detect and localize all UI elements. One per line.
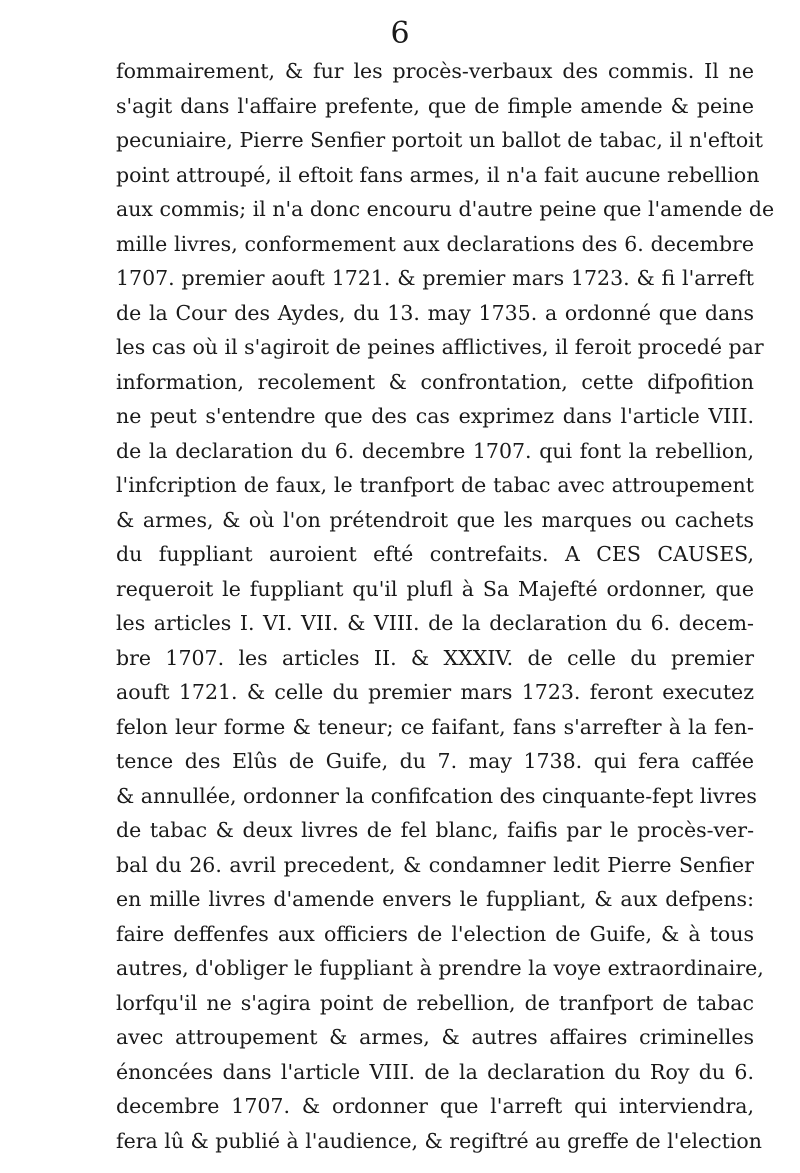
text-line: du fuppliant auroient efté contrefaits. A CES CAUSES, [116,542,754,566]
text-line: faire deffenfes aux officiers de l'election de Guife, & à tous [116,921,754,946]
text-line: lorfqu'il ne s'agira point de rebellion, de tranfport de tabac [116,990,754,1015]
text-line: point attroupé, il eftoit fans armes, il n'a fait aucune rebellion [116,162,760,187]
text-line: information, recolement & confrontation, cette difpofition [116,369,754,394]
text-line: pecuniaire, Pierre Senfier portoit un ballot de tabac, il n'eftoit [116,128,763,152]
body-text [116,54,775,1158]
text-line: felon leur forme & teneur; ce faifant, fans s'arrefter à la fen- [116,714,754,739]
text-line: fommairement, & fur les procès-verbaux des commis. Il ne [116,59,754,83]
text-line: aux commis; il n'a donc encouru d'autre peine que l'amende de [116,197,775,221]
text-line: en mille livres d'amende envers le fuppliant, & aux defpens: [116,887,754,911]
text-line: mille livres, conformement aux declarations des 6. decembre [116,231,754,256]
text-line: énoncées dans l'article VIII. de la declaration du Roy du 6. [116,1059,754,1084]
text-line: ne peut s'entendre que des cas exprimez dans l'article VIII. [116,404,754,428]
text-line: decembre 1707. & ordonner que l'arreft qui interviendra, [116,1094,754,1118]
text-line: autres, d'obliger le fuppliant à prendre la voye extraordinaire, [116,956,764,980]
text-line: fera lû & publié à l'audience, & regiftré au greffe de l'election [116,1128,762,1153]
text-line: & armes, & où l'on prétendroit que les marques ou cachets [116,507,754,532]
text-line: s'agit dans l'affaire prefente, que de fimple amende & peine [116,93,754,118]
text-line: bre 1707. les articles II. & XXXIV. de celle du premier [116,645,754,670]
text-line: de tabac & deux livres de fel blanc, faifis par le procès-ver- [116,818,754,842]
text-line: aouft 1721. & celle du premier mars 1723. feront executez [116,680,754,704]
text-line: de la declaration du 6. decembre 1707. qui font la rebellion, [116,438,754,463]
text-line: tence des Elûs de Guife, du 7. may 1738. qui fera caffée [116,749,754,773]
text-line: les articles I. VI. VII. & VIII. de la declaration du 6. decem- [116,611,754,635]
text-line: & annullée, ordonner la confifcation des cinquante-fept livres [116,783,757,808]
text-line: requeroit le fuppliant qu'il plufl à Sa Majefté ordonner, que [116,576,754,601]
text-line: les cas où il s'agiroit de peines afflictives, il feroit procedé par [116,335,764,359]
text-line: avec attroupement & armes, & autres affaires criminelles [116,1025,754,1049]
text-line: l'infcription de faux, le tranfport de tabac avec attroupement [116,473,754,497]
page-number: 6 [390,16,410,51]
text-line: 1707. premier aouft 1721. & premier mars 1723. & fi l'arreft [116,266,754,290]
text-line: bal du 26. avril precedent, & condamner ledit Pierre Senfier [116,852,754,877]
text-line: de la Cour des Aydes, du 13. may 1735. a ordonné que dans [116,300,754,325]
